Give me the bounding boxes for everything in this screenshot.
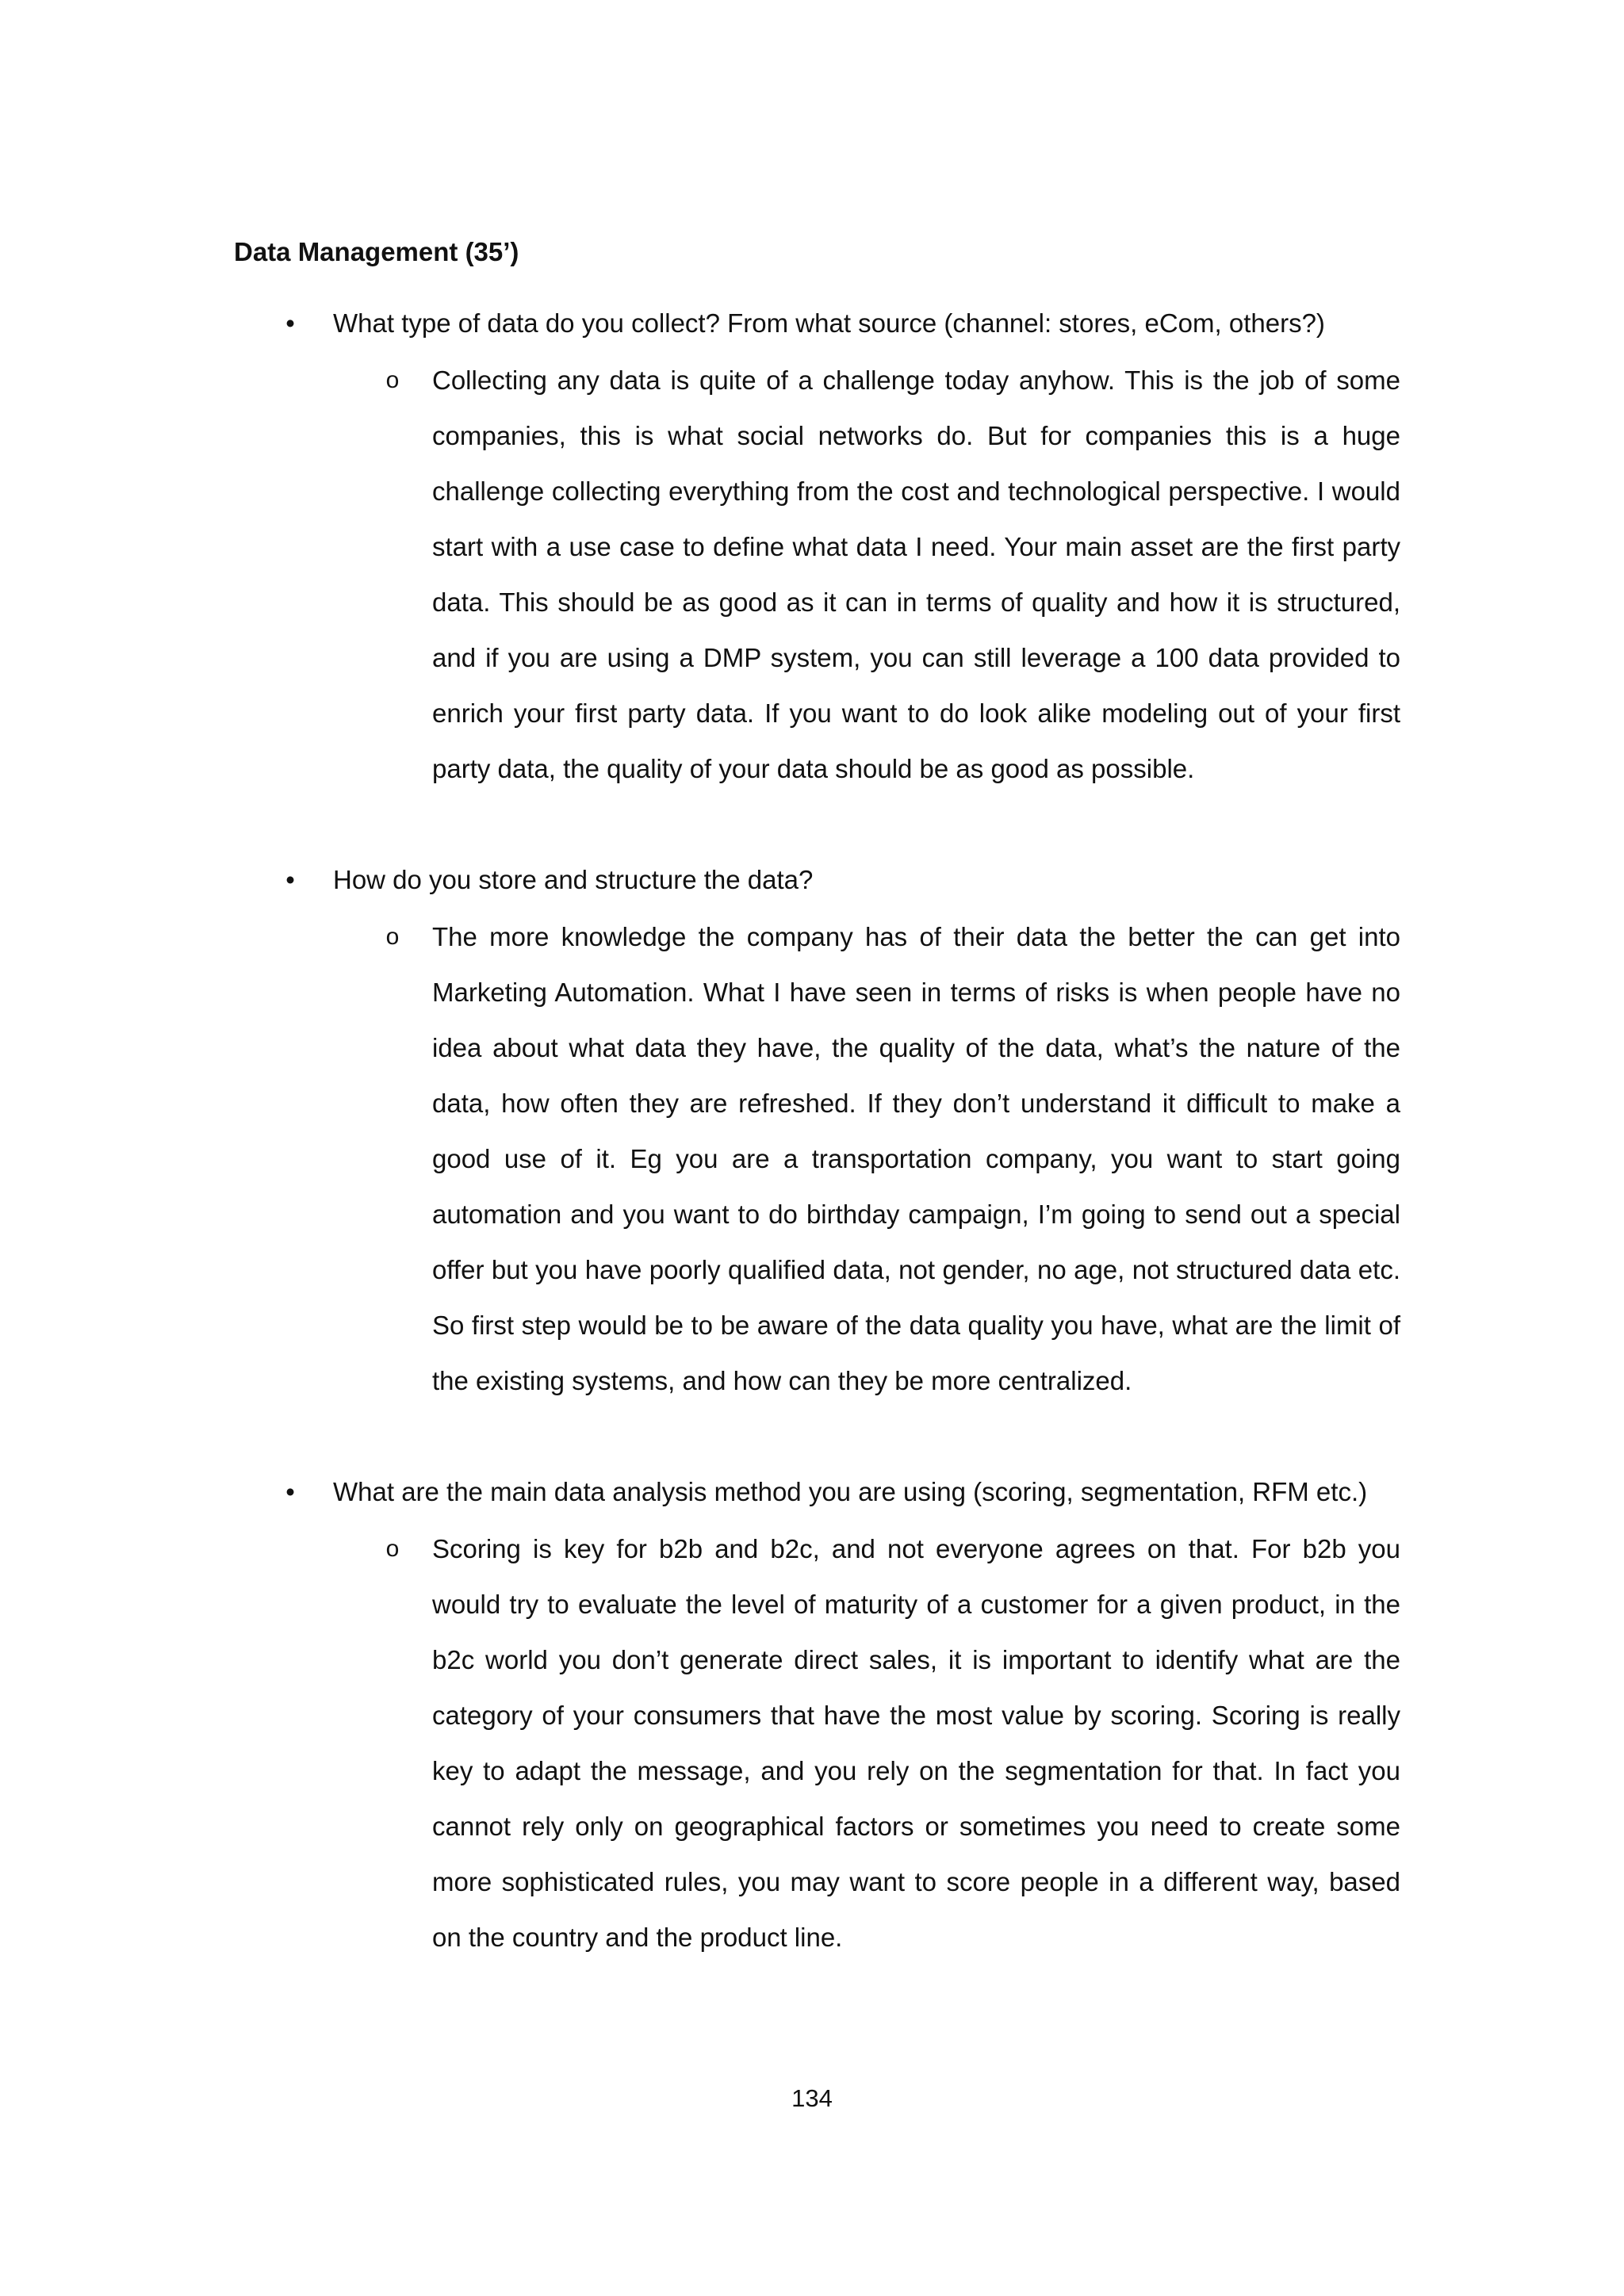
section-heading: Data Management (35’) xyxy=(234,237,519,266)
sub-bullet-icon: o xyxy=(385,1536,400,1562)
sub-bullet-icon: o xyxy=(385,367,400,393)
page-number: 134 xyxy=(791,2084,833,2112)
bullet-icon: • xyxy=(285,865,295,894)
answer-3: Scoring is key for b2b and b2c, and not everyone agrees on that. For b2b you would try to evaluate the level of maturity of a customer for a given product, in the b2c world you don’t generate direct sales, it is important to identify what are the category of your consumers that have the most value by scoring. Scoring is really key to adapt the message, and you rely on the segmentation for that. In fact you cannot rely only on geographical factors or sometimes you need to create some more sophisticated rules, you may want to score people in a different way, based on the country and the product line. xyxy=(432,1534,1400,1952)
question-3: What are the main data analysis method you are using (scoring, segmentation, RFM etc.) xyxy=(333,1477,1368,1506)
bullet-icon: • xyxy=(285,308,295,338)
question-1: What type of data do you collect? From what source (channel: stores, eCom, others?) xyxy=(333,308,1325,338)
sub-bullet-icon: o xyxy=(385,924,400,950)
question-2: How do you store and structure the data? xyxy=(333,865,814,894)
bullet-icon: • xyxy=(285,1477,295,1506)
answer-1: Collecting any data is quite of a challenge today anyhow. This is the job of some companies, this is what social networks do. But for companies this is a huge challenge collecting everything from the cost and technological perspective. I would start with a use case to define what data I need. Your main asset are the first party data. This should be as good as it can in terms of quality and how it is structured, and if you are using a DMP system, you can still leverage a 100 data provided to enrich your first party data. If you want to do look alike modeling out of your first party data, the quality of your data should be as good as possible. xyxy=(432,365,1400,783)
answer-2: The more knowledge the company has of their data the better the can get into Marketing Automation. What I have seen in terms of risks is when people have no idea about what data they have, the quality of the data, what’s the nature of the data, how often they are refreshed. If they don’t understand it difficult to make a good use of it. Eg you are a transportation company, you want to start going automation and you want to do birthday campaign, I’m going to send out a special offer but you have poorly qualified data, not gender, no age, not structured data etc. So first step would be to be aware of the data quality you have, what are the limit of the existing systems, and how can they be more centralized. xyxy=(432,922,1400,1395)
